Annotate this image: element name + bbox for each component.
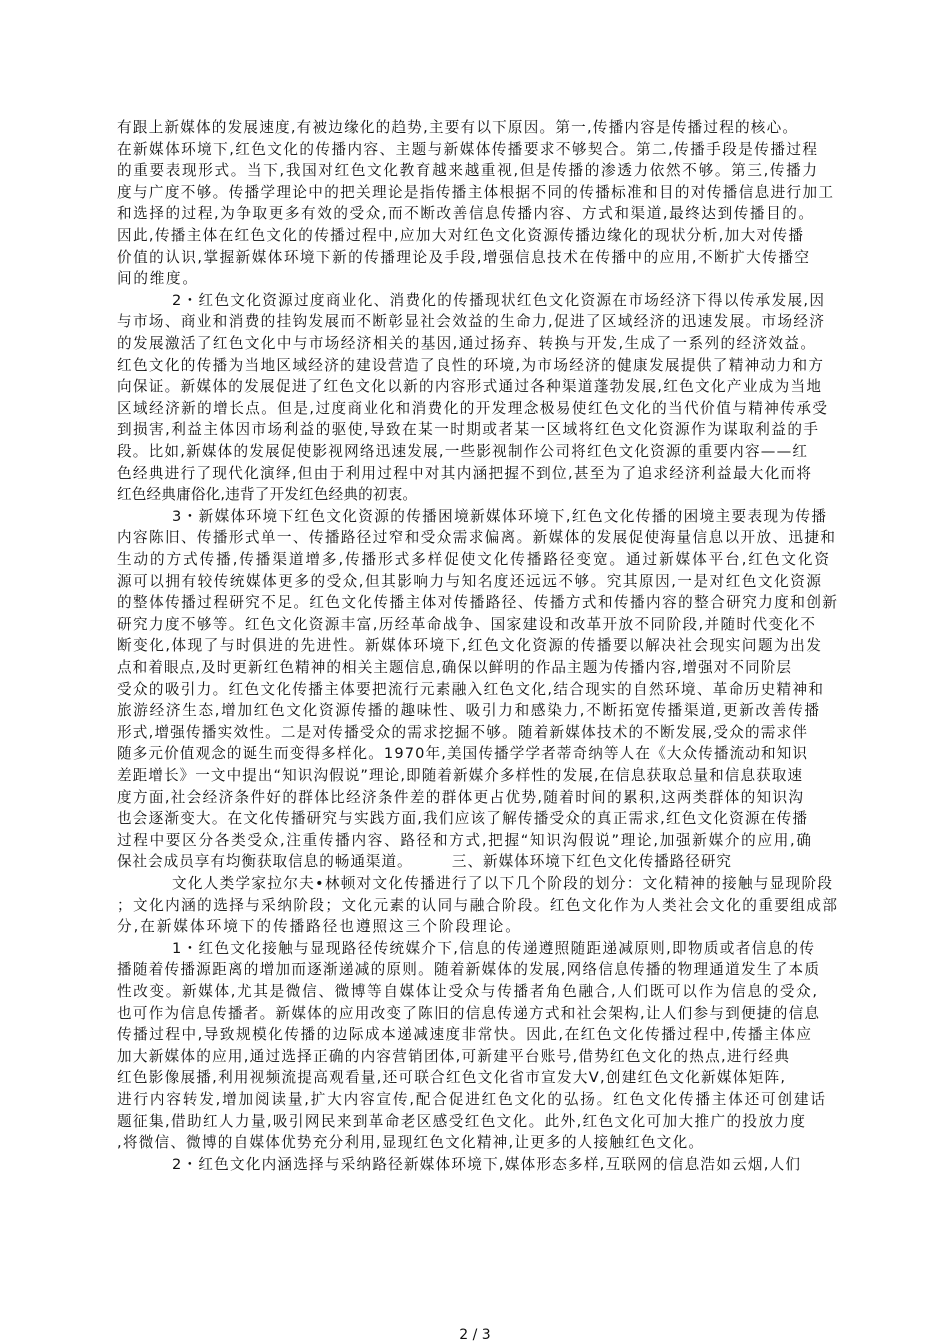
- text-line: 研究力度不够等。红色文化资源丰富,历经革命战争、国家建设和改革开放不同阶段,并随时代变化不: [117, 615, 817, 633]
- text-line: 3・新媒体环境下红色文化资源的传播困境新媒体环境下,红色文化传播的困境主要表现为传播: [172, 507, 828, 525]
- text-line: 差距增长》一文中提出“知识沟假说”理论,即随着新媒介多样性的发展,在信息获取总量和信息获取速: [117, 767, 804, 784]
- text-line: 旅游经济生态,增加红色文化资源传播的趣味性、吸引力和感染力,不断拓宽传播渠道,更新改善传播: [117, 702, 821, 720]
- text-line: 段。比如,新媒体的发展促使影视网络迅速发展,一些影视制作公司将红色文化资源的重要内容——红: [117, 443, 809, 460]
- text-line: 也会逐渐变大。在文化传播研究与实践方面,我们应该了解传播受众的真正需求,红色文化资源在传播: [117, 810, 809, 828]
- text-line: 度方面,社会经济条件好的群体比经济条件差的群体更占优势,随着时间的累积,这两类群体的知识沟: [117, 788, 805, 806]
- text-line: 有跟上新媒体的发展速度,有被边缘化的趋势,主要有以下原因。第一,传播内容是传播过程的核心。: [117, 119, 799, 136]
- text-line: 分,在新媒体环境下的传播路径也遵照这三个阶段理论。: [117, 918, 522, 936]
- text-line: 间的维度。: [117, 270, 199, 288]
- text-line: 题征集,借助红人力量,吸引网民来到革命老区感受红色文化。此外,红色文化可加大推广的投放力度: [117, 1112, 807, 1130]
- text-line: 点和着眼点,及时更新红色精神的相关主题信息,确保以鲜明的作品主题为传播内容,增强对不同阶层: [117, 659, 793, 676]
- text-line: 保社会成员享有均衡获取信息的畅通渠道。 三、新媒体环境下红色文化传播路径研究: [117, 853, 732, 871]
- text-line: 到损害,利益主体因市场利益的驱使,导致在某一时期或者某一区域将红色文化资源作为谋取利益的手: [117, 421, 820, 439]
- text-line: 区域经济新的增长点。但是,过度商业化和消费化的开发理念极易使红色文化的当代价值与精神传承受: [117, 399, 829, 417]
- text-line: 2・红色文化内涵选择与采纳路径新媒体环境下,媒体形态多样,互联网的信息浩如云烟,人们: [172, 1155, 802, 1173]
- text-line: 随多元价值观念的诞生而变得多样化。1970年,美国传播学学者蒂奇纳等人在《大众传播流动和知识: [117, 745, 809, 763]
- text-line: 和选择的过程,为争取更多有效的受众,而不断改善信息传播内容、方式和渠道,最终达到传播目的。: [117, 205, 815, 223]
- text-line: 性改变。新媒体,尤其是微信、微博等自媒体让受众与传播者角色融合,人们既可以作为信息的受众,: [117, 983, 819, 1000]
- text-line: 加大新媒体的应用,通过选择正确的内容营销团体,可新建平台账号,借势红色文化的热点,进行经典: [117, 1047, 791, 1065]
- text-line: 向保证。新媒体的发展促进了红色文化以新的内容形式通过各种渠道蓬勃发展,红色文化产业成为当地: [117, 378, 823, 396]
- text-line: 也可作为信息传播者。新媒体的应用改变了陈旧的信息传递方式和社会架构,让人们参与到便捷的信息: [117, 1004, 821, 1022]
- text-line: 的重要表现形式。当下,我国对红色文化教育越来越重视,但是传播的渗透力依然不够。第三,传播力: [117, 162, 819, 180]
- text-line: 2・红色文化资源过度商业化、消费化的传播现状红色文化资源在市场经济下得以传承发展,因: [172, 291, 826, 309]
- text-line: 内容陈旧、传播形式单一、传播路径过窄和受众需求偏离。新媒体的发展促使海量信息以开放、迅捷和: [117, 529, 837, 547]
- text-line: ；文化内涵的选择与采纳阶段；文化元素的认同与融合阶段。红色文化作为人类社会文化的重要组成部: [117, 896, 839, 914]
- text-line: 文化人类学家拉尔夫•林顿对文化传播进行了以下几个阶段的划分：文化精神的接触与显现阶段: [172, 875, 834, 892]
- text-line: 因此,传播主体在红色文化的传播过程中,应加大对红色文化资源传播边缘化的现状分析,加大对传播: [117, 227, 805, 244]
- text-line: 传播过程中,导致规模化传播的边际成本递减速度非常快。因此,在红色文化传播过程中,传播主体应: [117, 1026, 813, 1044]
- page-number: 2 / 3: [459, 1327, 491, 1343]
- text-line: 形式,增强传播实效性。二是对传播受众的需求挖掘不够。随着新媒体技术的不断发展,受众的需求伴: [117, 723, 809, 741]
- text-line: 源可以拥有较传统媒体更多的受众,但其影响力与知名度还远远不够。究其原因,一是对红色文化资源: [117, 572, 823, 590]
- text-line: 在新媒体环境下,红色文化的传播内容、主题与新媒体传播要求不够契合。第二,传播手段是传播过程: [117, 140, 819, 158]
- text-line: 1・红色文化接触与显现路径传统媒介下,信息的传递遵照随距递减原则,即物质或者信息的传: [172, 939, 816, 957]
- text-line: 进行内容转发,增加阅读量,扩大内容宣传,配合促进红色文化的弘扬。红色文化传播主体还可创建话: [117, 1091, 827, 1108]
- text-line: 的整体传播过程研究不足。红色文化传播主体对传播路径、传播方式和传播内容的整合研究力度和创新: [117, 594, 839, 612]
- text-line: ,将微信、微博的自媒体优势充分利用,显现红色文化精神,让更多的人接触红色文化。: [117, 1134, 705, 1152]
- text-line: 过程中要区分各类受众,注重传播内容、路径和方式,把握“知识沟假说”理论,加强新媒介的应用,确: [117, 831, 813, 849]
- text-line: 播随着传播源距离的增加而逐渐递减的原则。随着新媒体的发展,网络信息传播的物理通道发生了本质: [117, 961, 821, 979]
- text-line: 断变化,体现了与时俱进的先进性。新媒体环境下,红色文化资源的传播要以解决社会现实问题为出发: [117, 637, 823, 655]
- text-line: 红色文化的传播为当地区域经济的建设营造了良性的环境,为市场经济的健康发展提供了精神动力和方: [117, 356, 825, 374]
- text-line: 生动的方式传播,传播渠道增多,传播形式多样促使文化传播路径变宽。通过新媒体平台,红色文化资: [117, 551, 831, 568]
- text-line: 与市场、商业和消费的挂钩发展而不断彰显社会效益的生命力,促进了区域经济的迅速发展。市场经济: [117, 313, 826, 331]
- text-line: 价值的认识,掌握新媒体环境下新的传播理论及手段,增强信息技术在传播中的应用,不断扩大传播空: [117, 248, 811, 266]
- text-line: 度与广度不够。传播学理论中的把关理论是指传播主体根据不同的传播标准和目的对传播信息进行加工: [117, 183, 835, 201]
- text-line: 色经典进行了现代化演绎,但由于利用过程中对其内涵把握不到位,甚至为了追求经济利益最大化而将: [117, 464, 813, 482]
- text-line: 红色经典庸俗化,违背了开发红色经典的初衷。: [117, 486, 418, 504]
- text-line: 受众的吸引力。红色文化传播主体要把流行元素融入红色文化,结合现实的自然环境、革命历史精神和: [117, 680, 825, 698]
- text-line: 红色影像展播,利用视频流提高观看量,还可联合红色文化省市宣发大V,创建红色文化新媒体矩阵,: [117, 1069, 787, 1087]
- text-line: 的发展激活了红色文化中与市场经济相关的基因,通过扬弃、转换与开发,生成了一系列的经济效益。: [117, 335, 817, 352]
